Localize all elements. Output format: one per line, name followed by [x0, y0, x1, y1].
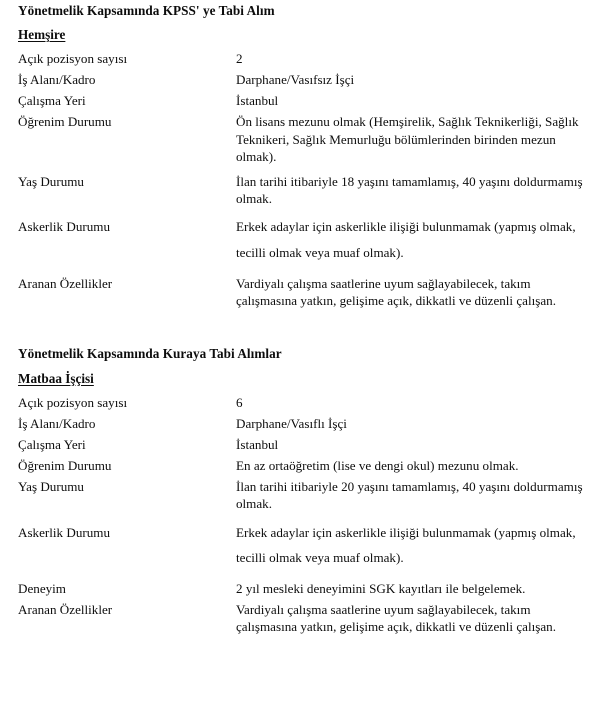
section-kura: [18, 347, 586, 635]
table-row: [18, 478, 586, 520]
row-label: İş Alanı/Kadro: [18, 72, 96, 88]
row-value: 2: [236, 51, 243, 67]
table-row: [18, 173, 586, 215]
spec-table-kura: [18, 394, 586, 636]
table-row: [18, 113, 586, 172]
section-spacer: [18, 309, 586, 347]
position-title-matbaa-iscisi-text: Matbaa İşçisi: [18, 370, 94, 386]
row-value: Vardiyalı çalışma saatlerine uyum sağlayabilecek, takım çalışmasına yatkın, gelişime açık, dikkatli ve düzenli çalışan.: [236, 275, 556, 308]
section-heading-kura: Yönetmelik Kapsamında Kuraya Tabi Alımlar: [18, 346, 282, 362]
row-label: Aranan Özellikler: [18, 275, 113, 291]
section-kpss: [18, 4, 586, 309]
row-value: Darphane/Vasıflı İşçi: [236, 415, 347, 431]
table-row: [18, 214, 586, 274]
row-value: İlan tarihi itibariyle 18 yaşını tamamlamış, 40 yaşını doldurmamış olmak.: [236, 173, 583, 207]
row-label: Yaş Durumu: [18, 478, 84, 494]
row-label: Öğrenim Durumu: [18, 457, 112, 473]
row-label: Açık pozisyon sayısı: [18, 394, 128, 410]
row-label: Çalışma Yeri: [18, 436, 86, 452]
row-value: 6: [236, 394, 243, 410]
row-label: Çalışma Yeri: [18, 93, 86, 109]
table-row: [18, 50, 586, 71]
table-row: [18, 601, 586, 636]
position-title-hemsire: [18, 28, 586, 41]
table-row: [18, 71, 586, 92]
row-label: Yaş Durumu: [18, 173, 84, 189]
table-row: [18, 457, 586, 478]
table-row: [18, 275, 586, 310]
position-title-hemsire-text: Hemşire: [18, 27, 66, 43]
spec-table-kpss: [18, 50, 586, 309]
row-value: İstanbul: [236, 93, 279, 109]
row-label: Açık pozisyon sayısı: [18, 51, 128, 67]
table-row: [18, 436, 586, 457]
row-label: Öğrenim Durumu: [18, 114, 112, 130]
row-value: En az ortaöğretim (lise ve dengi okul) mezunu olmak.: [236, 457, 519, 473]
row-label: Askerlik Durumu: [18, 524, 111, 540]
row-label: Deneyim: [18, 580, 66, 596]
table-row: [18, 520, 586, 580]
row-value: 2 yıl mesleki deneyimini SGK kayıtları ile belgelemek.: [236, 580, 526, 596]
row-value: Vardiyalı çalışma saatlerine uyum sağlayabilecek, takım çalışmasına yatkın, gelişime açık, dikkatli ve düzenli çalışan.: [236, 601, 556, 635]
row-label: Aranan Özellikler: [18, 601, 113, 617]
row-label: İş Alanı/Kadro: [18, 415, 96, 431]
table-row: [18, 415, 586, 436]
section-heading-kpss: Yönetmelik Kapsamında KPSS' ye Tabi Alım: [18, 3, 275, 18]
row-value: İlan tarihi itibariyle 20 yaşını tamamlamış, 40 yaşını doldurmamış olmak.: [236, 478, 583, 512]
row-value: Darphane/Vasıfsız İşçi: [236, 72, 355, 88]
row-value: Ön lisans mezunu olmak (Hemşirelik, Sağlık Teknikerliği, Sağlık Teknikeri, Sağlık Memurluğu bölümlerinden birinden mezun olmak).: [236, 114, 579, 165]
row-value: İstanbul: [236, 436, 279, 452]
row-label: Askerlik Durumu: [18, 219, 111, 235]
table-row: [18, 92, 586, 113]
table-row: [18, 580, 586, 601]
position-title-matbaa-iscisi: [18, 372, 586, 385]
row-value: Erkek adaylar için askerlikle ilişiği bulunmamak (yapmış olmak, tecilli olmak veya muaf olmak).: [236, 219, 576, 261]
row-value: Erkek adaylar için askerlikle ilişiği bulunmamak (yapmış olmak, tecilli olmak veya muaf olmak).: [236, 524, 576, 566]
table-row: [18, 394, 586, 415]
